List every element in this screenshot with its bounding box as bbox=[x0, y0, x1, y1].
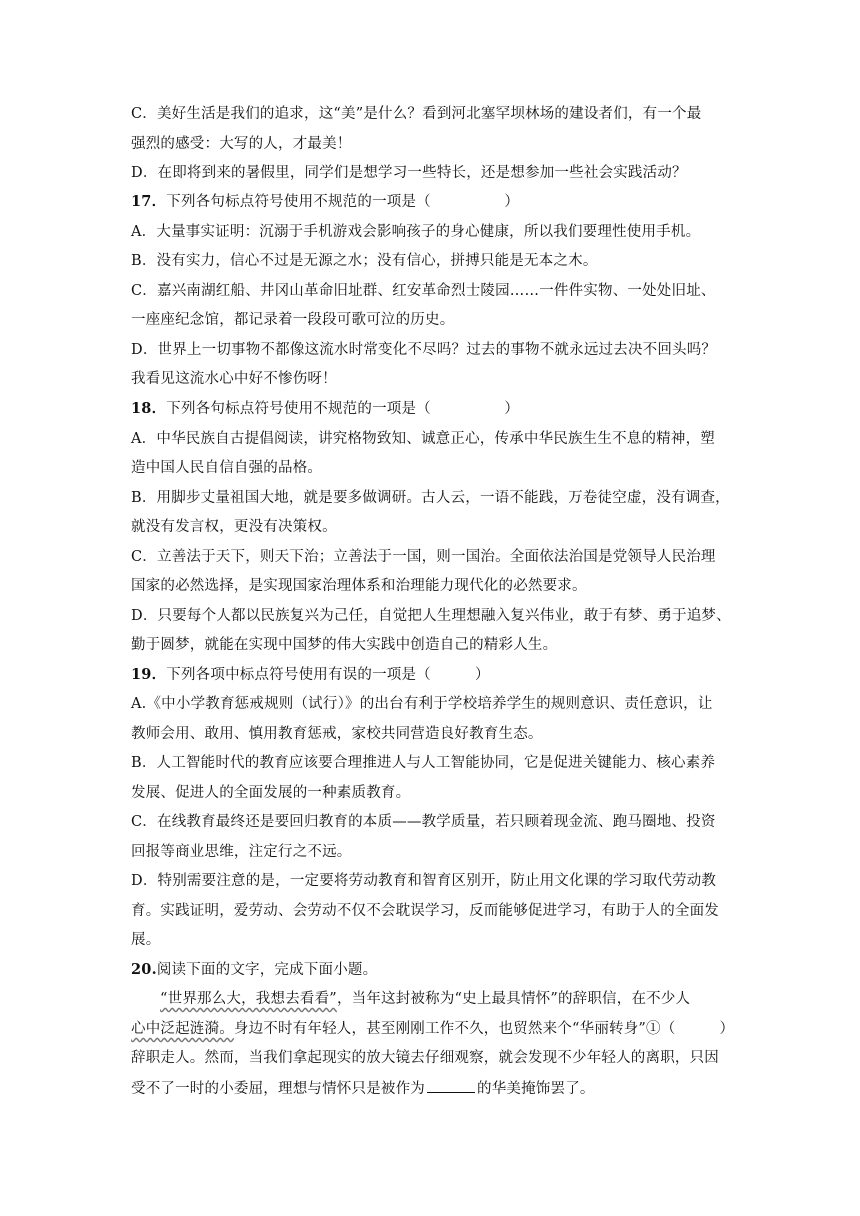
q19-option-d-line3: 展。 bbox=[131, 932, 161, 948]
q18-option-c-line1: C．立善法于天下，则天下治；立善法于一国，则一国治。全面依法治国是党领导人民治理 bbox=[131, 549, 716, 565]
passage-line-2-rest: 身边不时有年轻人，甚至刚刚工作不久，也贸然来个“华丽转身”①（ ） bbox=[233, 1021, 735, 1037]
fill-in-blank[interactable] bbox=[427, 1078, 475, 1093]
q17-option-c-line2: 一座座纪念馆，都记录着一段段可歌可泣的历史。 bbox=[131, 312, 455, 328]
question-18-stem: 下列各句标点符号使用不规范的一项是（ ） bbox=[166, 401, 520, 417]
question-17-number: 17． bbox=[131, 193, 167, 210]
q17-option-c-line1: C．嘉兴南湖红船、井冈山革命旧址群、红安革命烈士陵园……一件件实物、一处处旧址、 bbox=[131, 283, 716, 299]
q19-option-a-line2: 教师会用、敢用、慎用教育惩戒，家校共同营造良好教育生态。 bbox=[131, 726, 543, 742]
passage-line-4 bbox=[131, 1078, 595, 1099]
passage-line-3: 辞职走人。然而，当我们拿起现实的放大镜去仔细观察，就会发现不少年轻人的离职，只因 bbox=[131, 1050, 719, 1066]
q18-option-d-line2: 勤于圆梦，就能在实现中国梦的伟大实践中创造自己的精彩人生。 bbox=[131, 637, 558, 653]
question-19 bbox=[131, 665, 490, 685]
question-19-number: 19． bbox=[131, 666, 167, 683]
q19-option-c-line1: C．在线教育最终还是要回归教育的本质——教学质量，若只顾着现金流、跑马圈地、投资 bbox=[131, 814, 716, 830]
question-18-number: 18． bbox=[131, 400, 167, 417]
q19-option-d-line1: D．特别需要注意的是，一定要将劳动教育和智育区别开，防止用文化课的学习取代劳动教 bbox=[131, 873, 717, 889]
passage-line-4-start: 受不了一时的小委屈，理想与情怀只是被作为 bbox=[131, 1081, 425, 1097]
question-18 bbox=[131, 399, 519, 419]
q18-option-c-line2: 国家的必然选择，是实现国家治理体系和治理能力现代化的必然要求。 bbox=[131, 578, 587, 594]
q16-option-d: D．在即将到来的暑假里，同学们是想学习一些特长，还是想参加一些社会实践活动？ bbox=[131, 165, 687, 181]
q17-option-b: B．没有实力，信心不过是无源之水；没有信心，拼搏只能是无本之木。 bbox=[131, 253, 598, 269]
question-20-stem: 阅读下面的文字，完成下面小题。 bbox=[156, 962, 378, 978]
passage-wavy-phrase: 心中泛起涟漪。 bbox=[131, 1021, 234, 1037]
q18-option-b-line1: B．用脚步丈量祖国大地，就是要多做调研。古人云，一语不能践，万卷徒空虚，没有调查， bbox=[131, 490, 730, 506]
q17-option-d-line1: D．世界上一切事物不都像这流水时常变化不尽吗？过去的事物不就永远过去决不回头吗？ bbox=[131, 342, 717, 358]
passage-line-1 bbox=[160, 989, 690, 1009]
passage-wavy-quote: “世界那么大，我想去看看” bbox=[160, 991, 337, 1007]
q19-option-d-line2: 育。实践证明，爱劳动、会劳动不仅不会耽误学习，反而能够促进学习，有助于人的全面发 bbox=[131, 903, 719, 919]
q16-option-c-line1: C．美好生活是我们的追求，这“美”是什么？看到河北塞罕坝林场的建设者们，有一个最 bbox=[131, 106, 702, 122]
q17-option-d-line2: 我看见这流水心中好不惨伤呀！ bbox=[131, 371, 337, 387]
q19-option-a-line1: A.《中小学教育惩戒规则（试行）》的出台有利于学校培养学生的规则意识、责任意识，让 bbox=[131, 696, 713, 712]
q18-option-d-line1: D．只要每个人都以民族复兴为己任，自觉把人生理想融入复兴伟业，敢于有梦、勇于追梦、 bbox=[131, 608, 731, 624]
q16-option-c-line2: 强烈的感受：大写的人，才最美！ bbox=[131, 136, 352, 152]
question-17-stem: 下列各句标点符号使用不规范的一项是（ ） bbox=[166, 194, 520, 210]
q19-option-c-line2: 回报等商业思维，注定行之不远。 bbox=[131, 844, 352, 860]
question-20-number: 20. bbox=[131, 961, 157, 978]
q17-option-a: A．大量事实证明：沉溺于手机游戏会影响孩子的身心健康，所以我们要理性使用手机。 bbox=[131, 224, 701, 240]
q18-option-a-line1: A．中华民族自古提倡阅读，讲究格物致知、诚意正心，传承中华民族生生不息的精神，塑 bbox=[131, 431, 715, 447]
q18-option-a-line2: 造中国人民自信自强的品格。 bbox=[131, 460, 323, 476]
question-19-stem: 下列各项中标点符号使用有误的一项是（ ） bbox=[166, 667, 490, 683]
passage-line-1-rest: ，当年这封被称为“史上最具情怀”的辞职信，在不少人 bbox=[336, 991, 691, 1007]
q19-option-b-line2: 发展、促进人的全面发展的一种素质教育。 bbox=[131, 785, 411, 801]
passage-line-2 bbox=[131, 1019, 734, 1039]
question-20 bbox=[131, 960, 377, 980]
q18-option-b-line2: 就没有发言权，更没有决策权。 bbox=[131, 519, 337, 535]
passage-line-4-end: 的华美掩饰罢了。 bbox=[477, 1081, 595, 1097]
q19-option-b-line1: B．人工智能时代的教育应该要合理推进人与人工智能协同，它是促进关键能力、核心素养 bbox=[131, 755, 716, 771]
question-17 bbox=[131, 192, 519, 212]
